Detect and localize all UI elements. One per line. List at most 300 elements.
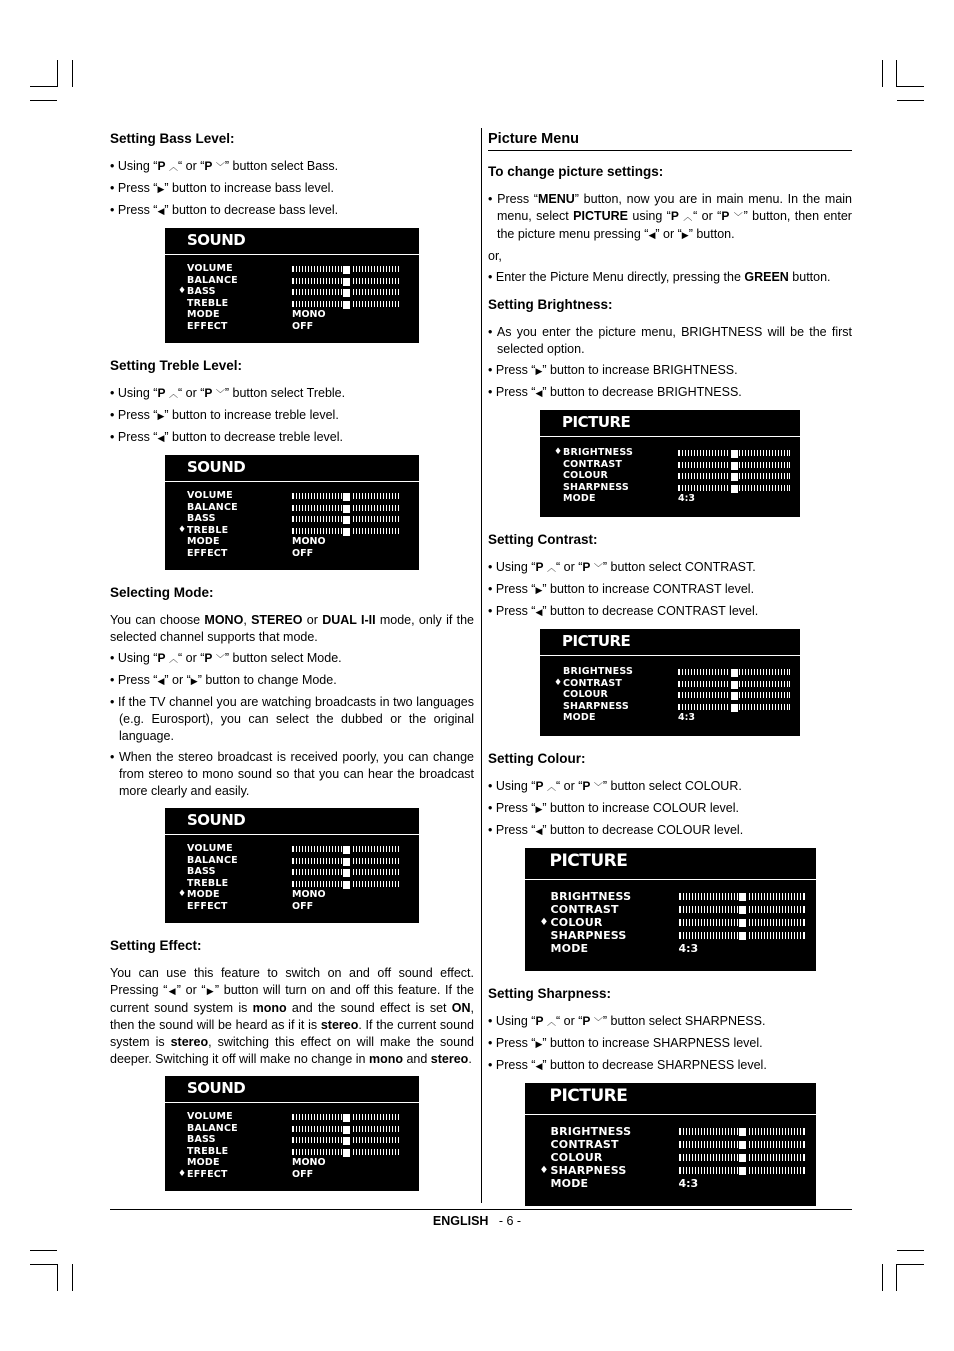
menu-value-mode: 4:3 (678, 942, 699, 955)
menu-row-contrast (525, 1138, 816, 1151)
menu-row-colour (525, 1151, 816, 1164)
sound-menu-bass (165, 228, 419, 343)
menu-title-bar (540, 629, 800, 656)
menu-title-bar (540, 410, 800, 437)
down-arrow-icon: ﹀ (215, 162, 225, 172)
menu-row-treble (165, 1146, 419, 1158)
menu-row-brightness (525, 890, 816, 903)
menu-title: SOUND (187, 811, 246, 829)
menu-row-balance (165, 1123, 419, 1135)
level-knob-volume (342, 845, 351, 855)
level-knob-colour (730, 691, 739, 701)
level-bar-treble (292, 1149, 399, 1155)
level-knob-balance (342, 504, 351, 514)
menu-row-sharpness (525, 929, 816, 942)
p-key-label: P (535, 779, 544, 793)
menu-row-mode (540, 712, 800, 724)
menu-label-colour: COLOUR (563, 689, 609, 700)
contrast-section (488, 531, 852, 736)
menu-title: SOUND (187, 231, 246, 249)
level-bar-colour (679, 919, 805, 926)
menu-label-effect: EFFECT (187, 547, 228, 559)
level-knob-balance (342, 857, 351, 867)
bullet-change-mode: • Press “◀” or “▶” button to change Mode. (110, 673, 337, 687)
crop-mark (72, 1264, 73, 1291)
menu-row-sharpness (525, 1164, 816, 1177)
level-bar-brightness (679, 1128, 805, 1135)
menu-row-sharpness (540, 482, 800, 494)
level-bar-treble (292, 301, 399, 307)
p-key-label: P (157, 651, 166, 665)
level-bar-balance (292, 1126, 399, 1132)
menu-label-bass: BASS (187, 866, 216, 877)
menu-label-contrast: CONTRAST (563, 677, 623, 689)
menu-row-effect (165, 321, 419, 333)
level-knob-brightness (738, 892, 747, 902)
up-arrow-icon: ︿ (168, 654, 178, 664)
menu-rows (540, 447, 800, 505)
bullet-enter-via-menu: • Press “MENU” button, now you are in main menu. In the main menu, select PICTURE using “P ︿“ or “P ﹀” button, then enter the picture menu pressing “◀” or “▶” button. (488, 192, 852, 241)
crop-mark (896, 1264, 897, 1291)
menu-row-treble (165, 525, 419, 537)
left-arrow-icon: ◀ (167, 986, 177, 996)
level-bar-bass (292, 1137, 399, 1143)
menu-label-balance: BALANCE (187, 274, 238, 286)
menu-value-mode: MONO (292, 1157, 326, 1168)
crop-mark (30, 86, 57, 87)
level-knob-colour (738, 1153, 747, 1163)
treble-section (110, 357, 474, 570)
level-bar-volume (292, 1114, 399, 1120)
p-key-label: P (157, 386, 166, 400)
level-knob-sharpness (738, 1166, 747, 1176)
level-knob-sharpness (730, 484, 739, 494)
bullet-decrease-treble: • Press “◀” button to decrease treble level. (110, 430, 343, 444)
bullet-decrease-brightness: • Press “◀” button to decrease BRIGHTNESS. (488, 385, 742, 399)
crop-mark (897, 86, 924, 87)
sound-menu-mode (165, 808, 419, 923)
level-knob-brightness (730, 449, 739, 459)
menu-label-effect: EFFECT (187, 320, 228, 332)
menu-label-bass: BASS (187, 1134, 216, 1145)
menu-label-mode: MODE (187, 309, 220, 320)
bullet-stereo-to-mono: • When the stereo broadcast is received poorly, you can change from stereo to mono sound so that you can hear the broadcast more clearly and easily. (110, 750, 474, 798)
bass-section (110, 130, 474, 343)
level-bar-sharpness (679, 932, 805, 939)
mode-heading: Selecting Mode: (110, 585, 214, 600)
menu-value-mode: 4:3 (678, 712, 696, 723)
menu-label-brightness: BRIGHTNESS (563, 666, 634, 677)
brightness-heading: Setting Brightness: (488, 297, 613, 312)
menu-label-volume: VOLUME (187, 843, 233, 854)
right-arrow-icon: ▶ (535, 1039, 543, 1049)
bullet-increase-colour: • Press “▶” button to increase COLOUR level. (488, 801, 740, 815)
bullet-brightness-first: • As you enter the picture menu, BRIGHTNESS will be the first selected option. (488, 325, 852, 356)
menu-row-volume (165, 263, 419, 275)
menu-row-brightness (540, 447, 800, 459)
level-knob-sharpness (738, 931, 747, 941)
bullet-decrease-contrast: • Press “◀” button to decrease CONTRAST level. (488, 604, 759, 618)
menu-title-bar (525, 1083, 816, 1115)
menu-row-balance (165, 855, 419, 867)
down-arrow-icon: ﹀ (593, 1017, 603, 1027)
level-bar-bass (292, 289, 399, 295)
menu-rows (165, 490, 419, 559)
bullet-select-contrast: • Using “P ︿“ or “P ﹀” button select CONTRAST. (488, 560, 756, 574)
bullet-decrease-bass: • Press “◀” button to decrease bass level. (110, 203, 339, 217)
right-arrow-icon: ▶ (681, 230, 689, 240)
left-arrow-icon: ◀ (535, 826, 543, 836)
bullet-increase-brightness: • Press “▶” button to increase BRIGHTNESS. (488, 363, 738, 377)
menu-title: SOUND (187, 458, 246, 476)
or-text: or, (488, 249, 502, 263)
right-arrow-icon: ▶ (205, 986, 215, 996)
menu-row-mode (165, 1157, 419, 1169)
menu-value-mode: 4:3 (678, 493, 696, 504)
bullet-select-bass: • Using “P ︿“ or “P ﹀” button select Bass. (110, 159, 339, 173)
level-bar-balance (292, 505, 399, 511)
menu-row-treble (165, 298, 419, 310)
page-number: - 6 - (498, 1214, 522, 1228)
menu-value-mode: MONO (292, 309, 326, 320)
crop-mark (72, 60, 73, 87)
bullet-increase-sharpness: • Press “▶” button to increase SHARPNESS level. (488, 1036, 763, 1050)
menu-row-bass (165, 1134, 419, 1146)
menu-label-mode: MODE (550, 1177, 589, 1190)
menu-label-brightness: BRIGHTNESS (563, 447, 634, 458)
picture-menu-title: Picture Menu (488, 130, 852, 151)
level-bar-colour (678, 692, 790, 698)
menu-value-effect: OFF (292, 320, 314, 332)
picture-menu-contrast (540, 629, 800, 736)
menu-label-mode: MODE (563, 493, 596, 504)
crop-mark (30, 1264, 57, 1265)
level-knob-volume (342, 265, 351, 275)
level-bar-sharpness (679, 1167, 805, 1174)
menu-title: PICTURE (562, 632, 631, 650)
right-arrow-icon: ▶ (190, 676, 198, 686)
bullet-dual-language: • If the TV channel you are watching broadcasts in two languages (e.g. Eurosport), you can select the dubbed or the original language. (110, 695, 474, 743)
page-footer (0, 1214, 954, 1228)
menu-row-mode (165, 309, 419, 321)
menu-label-sharpness: SHARPNESS (563, 481, 629, 493)
change-picture-heading: To change picture settings: (488, 164, 664, 179)
menu-title: PICTURE (549, 1086, 628, 1106)
right-arrow-icon: ▶ (535, 585, 543, 595)
level-bar-bass (292, 516, 399, 522)
crop-mark (30, 100, 57, 101)
column-divider (481, 128, 482, 1203)
menu-label-sharpness: SHARPNESS (550, 1164, 627, 1177)
down-arrow-icon: ﹀ (593, 563, 603, 573)
selection-marker-icon: ♦ (178, 524, 187, 535)
level-bar-sharpness (678, 704, 790, 710)
level-knob-bass (342, 1136, 351, 1146)
menu-label-bass: BASS (187, 286, 216, 297)
menu-title-bar (165, 455, 419, 482)
colour-section (488, 750, 852, 971)
left-arrow-icon: ◀ (157, 676, 165, 686)
menu-row-mode (525, 1177, 816, 1190)
menu-rows (165, 1111, 419, 1180)
bullet-select-colour: • Using “P ︿“ or “P ﹀” button select COLOUR. (488, 779, 742, 793)
menu-label-colour: COLOUR (550, 1151, 603, 1164)
selection-marker-icon: ♦ (554, 677, 563, 688)
level-knob-sharpness (730, 703, 739, 713)
menu-row-sharpness (540, 701, 800, 713)
bullet-decrease-colour: • Press “◀” button to decrease COLOUR level. (488, 823, 744, 837)
level-knob-contrast (738, 905, 747, 915)
left-arrow-icon: ◀ (157, 206, 165, 216)
menu-row-contrast (540, 678, 800, 690)
menu-rows (525, 890, 816, 955)
menu-label-contrast: CONTRAST (563, 458, 623, 470)
p-key-label: P (204, 159, 213, 173)
left-arrow-icon: ◀ (535, 607, 543, 617)
selection-marker-icon: ♦ (554, 447, 563, 457)
menu-row-balance (165, 502, 419, 514)
menu-row-mode (525, 942, 816, 955)
p-key-label: P (582, 560, 591, 574)
menu-row-mode (165, 536, 419, 548)
footer-rule (110, 1209, 852, 1210)
left-arrow-icon: ◀ (535, 388, 543, 398)
down-arrow-icon: ﹀ (215, 389, 225, 399)
sharpness-heading: Setting Sharpness: (488, 986, 612, 1001)
menu-label-volume: VOLUME (187, 490, 233, 501)
level-knob-treble (342, 1148, 351, 1158)
level-bar-brightness (679, 893, 805, 900)
menu-row-brightness (525, 1125, 816, 1138)
level-bar-contrast (679, 1141, 805, 1148)
bullet-enter-via-green: • Enter the Picture Menu directly, pressing the GREEN button. (488, 270, 831, 284)
menu-label-treble: TREBLE (187, 877, 229, 889)
menu-label-volume: VOLUME (187, 263, 233, 274)
level-knob-contrast (730, 461, 739, 471)
menu-row-colour (525, 916, 816, 929)
level-bar-brightness (678, 669, 790, 675)
up-arrow-icon: ︿ (546, 782, 556, 792)
menu-label-mode: MODE (187, 536, 220, 547)
menu-label-mode: MODE (187, 889, 220, 900)
sound-menu-effect (165, 1076, 419, 1191)
p-key-label: P (535, 1014, 544, 1028)
change-picture-section (488, 163, 852, 286)
crop-mark (57, 60, 58, 87)
bullet-select-treble: • Using “P ︿“ or “P ﹀” button select Treble. (110, 386, 346, 400)
crop-mark (30, 1250, 57, 1251)
right-arrow-icon: ▶ (535, 804, 543, 814)
menu-value-effect: OFF (292, 547, 314, 559)
menu-value-effect: OFF (292, 1168, 314, 1180)
level-bar-contrast (678, 681, 790, 687)
bass-heading: Setting Bass Level: (110, 131, 235, 146)
up-arrow-icon: ︿ (546, 563, 556, 573)
level-bar-treble (292, 528, 399, 534)
bullet-increase-bass: • Press “▶” button to increase bass level. (110, 181, 334, 195)
menu-row-colour (540, 689, 800, 701)
crop-mark (882, 1264, 883, 1291)
bullet-increase-treble: • Press “▶” button to increase treble level. (110, 408, 339, 422)
menu-row-treble (165, 878, 419, 890)
level-knob-balance (342, 1125, 351, 1135)
colour-heading: Setting Colour: (488, 751, 586, 766)
menu-label-colour: COLOUR (563, 470, 609, 481)
menu-row-mode (165, 889, 419, 901)
level-knob-bass (342, 288, 351, 298)
level-knob-contrast (738, 1140, 747, 1150)
level-bar-sharpness (678, 485, 790, 491)
menu-rows (165, 263, 419, 332)
menu-row-volume (165, 490, 419, 502)
menu-label-contrast: CONTRAST (550, 903, 619, 916)
up-arrow-icon: ︿ (546, 1017, 556, 1027)
p-key-label: P (670, 209, 679, 223)
effect-section (110, 937, 474, 1191)
menu-value-mode: MONO (292, 889, 326, 900)
selection-marker-icon: ♦ (178, 1168, 187, 1179)
effect-paragraph: You can use this feature to switch on and off sound effect. Pressing “◀” or “▶” button will turn on and off this feature. If the current sound system is mono and the sound effect is set ON, then the sound will be heard as if it is stereo. If the current sound system is stereo, switching this effect on will make the sound deeper. Switching it off will make no change in mono and stereo. (110, 966, 475, 1066)
level-bar-balance (292, 278, 399, 284)
menu-label-mode: MODE (563, 712, 596, 723)
bullet-select-mode: • Using “P ︿“ or “P ﹀” button select Mode. (110, 651, 342, 665)
level-knob-bass (342, 515, 351, 525)
selection-marker-icon: ♦ (539, 1165, 549, 1176)
left-arrow-icon: ◀ (648, 230, 656, 240)
contrast-heading: Setting Contrast: (488, 532, 598, 547)
level-bar-contrast (678, 462, 790, 468)
p-key-label: P (721, 209, 730, 223)
menu-title-bar (165, 808, 419, 835)
crop-mark (57, 1264, 58, 1291)
up-arrow-icon: ︿ (168, 389, 178, 399)
crop-mark (897, 1264, 924, 1265)
menu-row-mode (540, 493, 800, 505)
down-arrow-icon: ﹀ (593, 782, 603, 792)
right-arrow-icon: ▶ (535, 366, 543, 376)
selection-marker-icon: ♦ (178, 286, 187, 296)
selection-marker-icon: ♦ (539, 917, 549, 928)
menu-title: SOUND (187, 1079, 246, 1097)
menu-title: PICTURE (549, 851, 628, 871)
menu-label-treble: TREBLE (187, 524, 229, 536)
level-knob-treble (342, 527, 351, 537)
down-arrow-icon: ﹀ (215, 654, 225, 664)
menu-row-colour (540, 470, 800, 482)
level-bar-volume (292, 266, 399, 272)
level-bar-volume (292, 493, 399, 499)
menu-row-bass (165, 513, 419, 525)
menu-row-contrast (540, 459, 800, 471)
menu-label-bass: BASS (187, 513, 216, 524)
level-knob-bass (342, 868, 351, 878)
crop-mark (882, 60, 883, 87)
menu-label-effect: EFFECT (187, 1168, 228, 1180)
p-key-label: P (582, 779, 591, 793)
level-knob-treble (342, 880, 351, 890)
level-knob-colour (738, 918, 747, 928)
left-column (110, 130, 474, 1205)
menu-value-mode: 4:3 (678, 1177, 699, 1190)
menu-label-volume: VOLUME (187, 1111, 233, 1122)
up-arrow-icon: ︿ (683, 212, 694, 222)
crop-mark (897, 1250, 924, 1251)
left-arrow-icon: ◀ (157, 433, 165, 443)
picture-menu-sharpness (525, 1083, 816, 1206)
menu-row-bass (165, 286, 419, 298)
menu-row-brightness (540, 666, 800, 678)
p-key-label: P (582, 1014, 591, 1028)
menu-label-sharpness: SHARPNESS (550, 929, 627, 942)
menu-title-bar (525, 848, 816, 880)
level-bar-bass (292, 869, 399, 875)
menu-value-mode: MONO (292, 536, 326, 547)
selection-marker-icon: ♦ (178, 889, 187, 899)
treble-heading: Setting Treble Level: (110, 358, 243, 373)
menu-label-treble: TREBLE (187, 1145, 229, 1157)
p-key-label: P (157, 159, 166, 173)
level-bar-brightness (678, 450, 790, 456)
menu-rows (525, 1125, 816, 1190)
menu-title-bar (165, 1076, 419, 1103)
level-knob-treble (342, 300, 351, 310)
brightness-section (488, 296, 852, 517)
p-key-label: P (204, 386, 213, 400)
menu-rows (165, 843, 419, 912)
menu-row-bass (165, 866, 419, 878)
right-arrow-icon: ▶ (157, 411, 165, 421)
bullet-increase-contrast: • Press “▶” button to increase CONTRAST level. (488, 582, 755, 596)
menu-value-effect: OFF (292, 900, 314, 912)
level-knob-volume (342, 1113, 351, 1123)
menu-label-brightness: BRIGHTNESS (550, 1125, 632, 1138)
menu-label-balance: BALANCE (187, 854, 238, 866)
level-knob-colour (730, 472, 739, 482)
picture-menu-brightness (540, 410, 800, 517)
sound-menu-treble (165, 455, 419, 570)
crop-mark (897, 100, 924, 101)
level-bar-contrast (679, 906, 805, 913)
menu-label-sharpness: SHARPNESS (563, 700, 629, 712)
menu-label-contrast: CONTRAST (550, 1138, 619, 1151)
menu-title-bar (165, 228, 419, 255)
level-knob-brightness (730, 668, 739, 678)
level-bar-colour (678, 473, 790, 479)
down-arrow-icon: ﹀ (733, 212, 744, 222)
menu-title: PICTURE (562, 413, 631, 431)
menu-label-effect: EFFECT (187, 900, 228, 912)
mode-intro: You can choose MONO, STEREO or DUAL I-II mode, only if the selected channel supports that mode. (110, 613, 474, 644)
crop-mark (896, 60, 897, 87)
menu-row-volume (165, 1111, 419, 1123)
bullet-decrease-sharpness: • Press “◀” button to decrease SHARPNESS level. (488, 1058, 767, 1072)
level-bar-colour (679, 1154, 805, 1161)
menu-label-mode: MODE (187, 1157, 220, 1168)
level-knob-brightness (738, 1127, 747, 1137)
level-bar-treble (292, 881, 399, 887)
mode-section (110, 584, 474, 923)
menu-row-effect (165, 901, 419, 913)
level-knob-contrast (730, 680, 739, 690)
menu-row-effect (165, 548, 419, 560)
level-bar-balance (292, 858, 399, 864)
right-column (488, 130, 852, 1220)
menu-row-volume (165, 843, 419, 855)
picture-menu-colour (525, 848, 816, 971)
menu-label-colour: COLOUR (550, 916, 603, 929)
effect-heading: Setting Effect: (110, 938, 202, 953)
menu-row-effect (165, 1169, 419, 1181)
